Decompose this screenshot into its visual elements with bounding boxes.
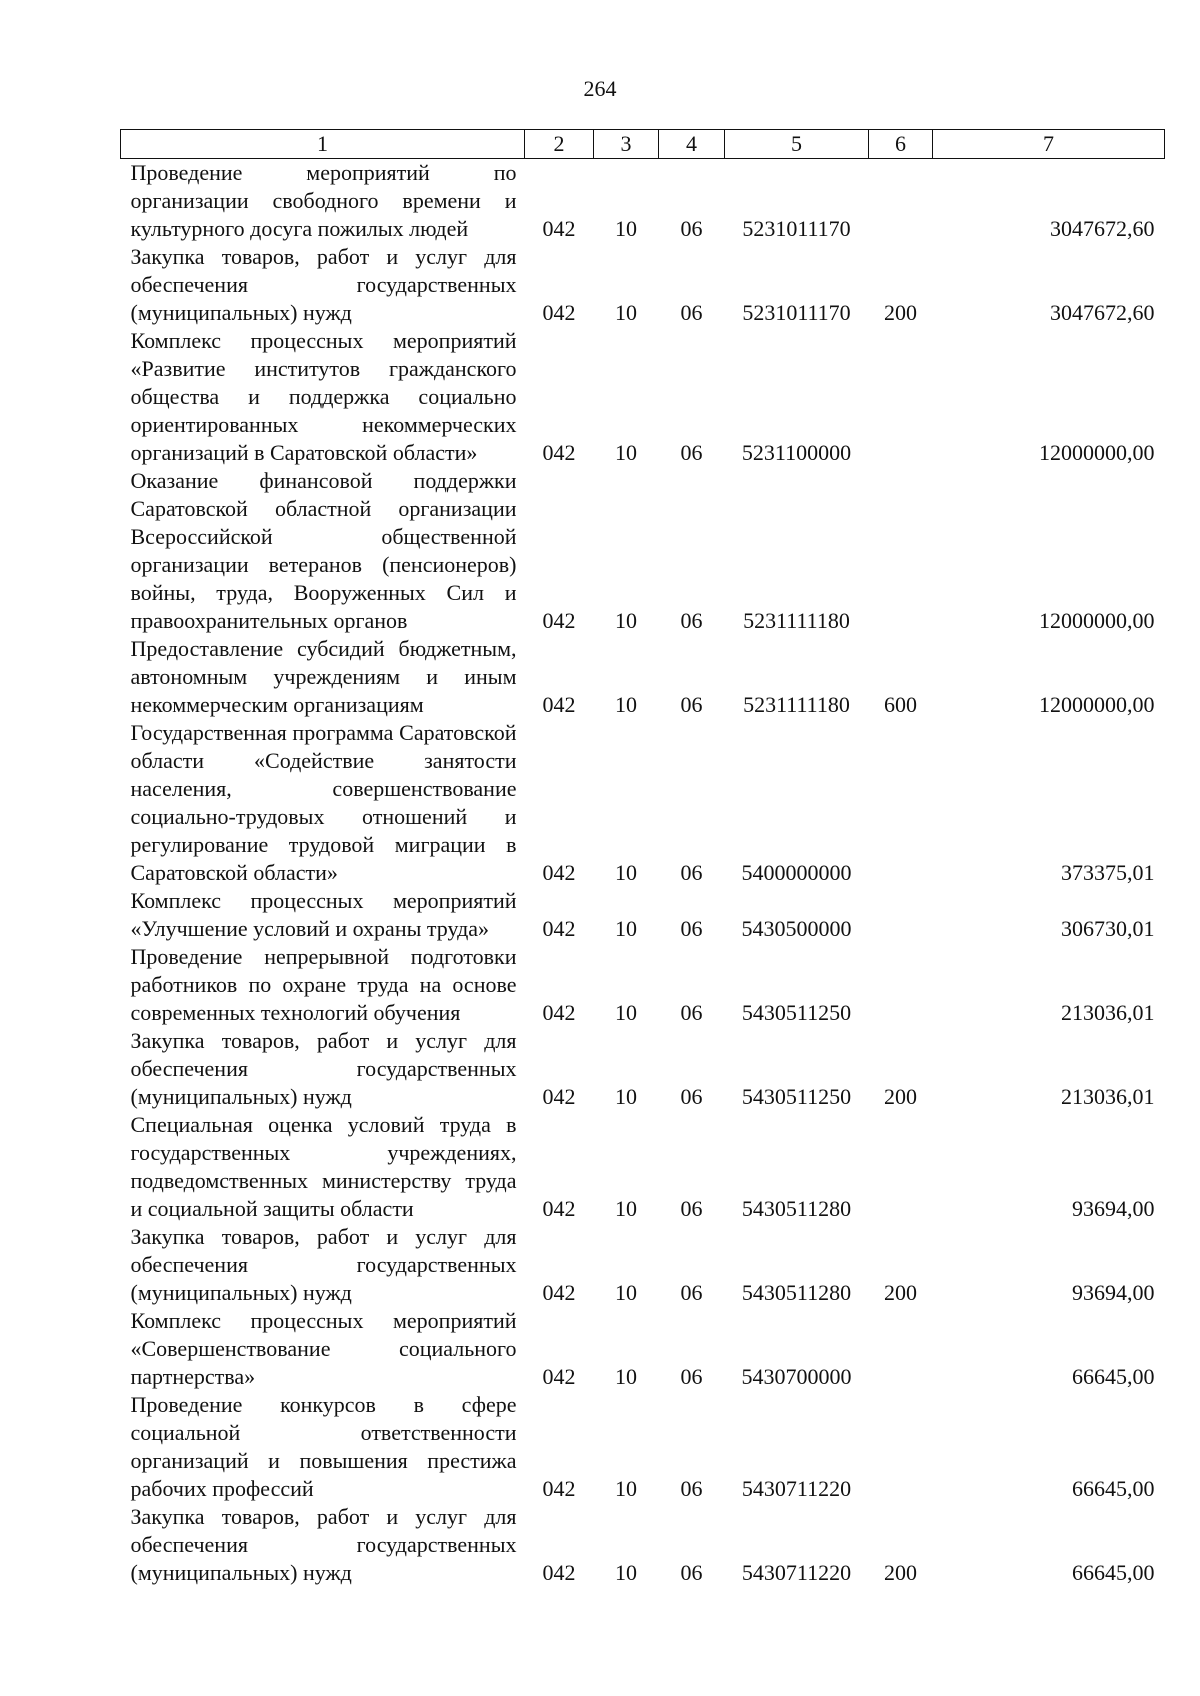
header-col-2: 2	[525, 130, 594, 159]
table-row	[121, 943, 1165, 1027]
row-amount: 12000000,00	[1039, 440, 1155, 465]
row-amount: 373375,01	[1061, 860, 1155, 885]
row-name: Проведение конкурсов в сфере социальной ответственности организаций и повышения престижа рабочих профессий	[130, 1392, 517, 1501]
row-amount: 3047672,60	[1050, 216, 1155, 241]
row-code-2: 042	[542, 300, 576, 325]
row-name: Проведение непрерывной подготовки работников по охране труда на основе современных технологий обучения	[130, 944, 517, 1025]
row-code-5: 5231111180	[743, 692, 850, 717]
row-code-2: 042	[542, 1476, 576, 1501]
row-code-4: 06	[680, 440, 703, 465]
header-col-5: 5	[725, 130, 869, 159]
row-code-3: 10	[615, 1476, 637, 1501]
row-code-3: 10	[615, 692, 637, 717]
table-row	[121, 1503, 1165, 1587]
row-amount: 93694,00	[1072, 1280, 1155, 1305]
row-code-6	[869, 1307, 933, 1391]
row-name: Проведение мероприятий по организации свободного времени и культурного досуга пожилых людей	[130, 160, 517, 241]
row-code-4: 06	[680, 608, 703, 633]
row-code-2: 042	[542, 1196, 576, 1221]
row-code-5: 5430711220	[741, 1560, 852, 1585]
row-code-6	[869, 887, 933, 943]
row-code-3: 10	[615, 1364, 637, 1389]
row-code-5: 5430511250	[741, 1000, 852, 1025]
row-code-6: 200	[884, 1084, 917, 1109]
row-name: Комплекс процессных мероприятий «Совершенствование социального партнерства»	[130, 1308, 517, 1389]
row-code-5: 5430500000	[741, 916, 852, 941]
row-code-6	[869, 1111, 933, 1223]
header-col-6: 6	[869, 130, 933, 159]
row-amount: 12000000,00	[1039, 692, 1155, 717]
row-code-5: 5231111180	[743, 608, 850, 633]
row-code-5: 5231011170	[742, 216, 851, 241]
row-code-2: 042	[542, 440, 576, 465]
row-name: Государственная программа Саратовской области «Содействие занятости населения, совершенствование социально-трудовых отношений и регулирование трудовой миграции в Саратовской области»	[130, 720, 517, 885]
row-code-2: 042	[542, 692, 576, 717]
table-row	[121, 719, 1165, 887]
row-amount: 213036,01	[1061, 1000, 1155, 1025]
row-code-5: 5430711220	[741, 1476, 852, 1501]
row-code-3: 10	[615, 1084, 637, 1109]
row-code-6	[869, 327, 933, 467]
row-code-5: 5430511280	[741, 1196, 852, 1221]
row-code-3: 10	[615, 916, 637, 941]
row-code-6: 200	[884, 300, 917, 325]
page-number: 264	[583, 76, 617, 101]
table-row	[121, 243, 1165, 327]
row-code-3: 10	[615, 300, 637, 325]
table-row	[121, 467, 1165, 635]
row-code-4: 06	[680, 300, 703, 325]
row-code-3: 10	[615, 440, 637, 465]
row-name: Закупка товаров, работ и услуг для обеспечения государственных (муниципальных) нужд	[130, 1504, 517, 1585]
table-row	[121, 327, 1165, 467]
row-code-4: 06	[680, 1560, 703, 1585]
row-name: Специальная оценка условий труда в государственных учреждениях, подведомственных министерству труда и социальной защиты области	[130, 1112, 517, 1221]
row-code-5: 5430511280	[741, 1280, 852, 1305]
row-amount: 66645,00	[1072, 1560, 1155, 1585]
table-row	[121, 1307, 1165, 1391]
row-code-3: 10	[615, 216, 637, 241]
row-code-6	[869, 467, 933, 635]
row-code-2: 042	[542, 1364, 576, 1389]
row-amount: 93694,00	[1072, 1196, 1155, 1221]
row-code-4: 06	[680, 1084, 703, 1109]
row-code-3: 10	[615, 1196, 637, 1221]
row-code-3: 10	[615, 608, 637, 633]
row-name: Закупка товаров, работ и услуг для обеспечения государственных (муниципальных) нужд	[130, 244, 517, 325]
row-code-3: 10	[615, 1000, 637, 1025]
row-code-2: 042	[542, 608, 576, 633]
row-code-2: 042	[542, 916, 576, 941]
row-name: Комплекс процессных мероприятий «Развитие институтов гражданского общества и поддержка социально ориентированных некоммерческих организаций в Саратовской области»	[130, 328, 517, 465]
table-row	[121, 1223, 1165, 1307]
row-code-2: 042	[542, 1280, 576, 1305]
row-code-5: 5400000000	[741, 860, 852, 885]
row-code-2: 042	[542, 1560, 576, 1585]
row-code-2: 042	[542, 860, 576, 885]
row-code-6: 600	[884, 692, 917, 717]
budget-table	[120, 129, 1165, 1587]
row-code-3: 10	[615, 860, 637, 885]
row-amount: 66645,00	[1072, 1364, 1155, 1389]
row-code-4: 06	[680, 216, 703, 241]
header-row	[121, 130, 1165, 159]
row-code-4: 06	[680, 1364, 703, 1389]
row-code-2: 042	[542, 1000, 576, 1025]
row-code-5: 5231100000	[741, 440, 852, 465]
row-code-4: 06	[680, 860, 703, 885]
row-code-6: 200	[884, 1280, 917, 1305]
row-code-5: 5231011170	[742, 300, 851, 325]
row-name: Предоставление субсидий бюджетным, автономным учреждениям и иным некоммерческим организациям	[130, 636, 517, 717]
row-code-2: 042	[542, 216, 576, 241]
row-code-6	[869, 943, 933, 1027]
header-col-4: 4	[659, 130, 725, 159]
table-row	[121, 159, 1165, 244]
table-row	[121, 1027, 1165, 1111]
row-code-6: 200	[884, 1560, 917, 1585]
header-col-7: 7	[933, 130, 1165, 159]
row-amount: 213036,01	[1061, 1084, 1155, 1109]
row-code-6	[869, 1391, 933, 1503]
row-name: Оказание финансовой поддержки Саратовской областной организации Всероссийской общественной организации ветеранов (пенсионеров) войны, труда, Вооруженных Сил и правоохранительных органов	[130, 468, 517, 633]
row-code-4: 06	[680, 1280, 703, 1305]
table-row	[121, 1111, 1165, 1223]
row-code-3: 10	[615, 1560, 637, 1585]
header-col-3: 3	[594, 130, 659, 159]
table-row	[121, 1391, 1165, 1503]
row-amount: 306730,01	[1061, 916, 1155, 941]
row-code-4: 06	[680, 692, 703, 717]
row-code-5: 5430511250	[741, 1084, 852, 1109]
row-name: Комплекс процессных мероприятий «Улучшение условий и охраны труда»	[130, 888, 517, 941]
row-amount: 3047672,60	[1050, 300, 1155, 325]
row-code-4: 06	[680, 1476, 703, 1501]
row-name: Закупка товаров, работ и услуг для обеспечения государственных (муниципальных) нужд	[130, 1224, 517, 1305]
table-row	[121, 887, 1165, 943]
row-amount: 66645,00	[1072, 1476, 1155, 1501]
row-code-2: 042	[542, 1084, 576, 1109]
row-code-4: 06	[680, 916, 703, 941]
table-row	[121, 635, 1165, 719]
row-amount: 12000000,00	[1039, 608, 1155, 633]
row-code-3: 10	[615, 1280, 637, 1305]
row-name: Закупка товаров, работ и услуг для обеспечения государственных (муниципальных) нужд	[130, 1028, 517, 1109]
row-code-4: 06	[680, 1196, 703, 1221]
row-code-6	[869, 159, 933, 244]
row-code-6	[869, 719, 933, 887]
row-code-4: 06	[680, 1000, 703, 1025]
header-col-1: 1	[121, 130, 525, 159]
row-code-5: 5430700000	[741, 1364, 852, 1389]
